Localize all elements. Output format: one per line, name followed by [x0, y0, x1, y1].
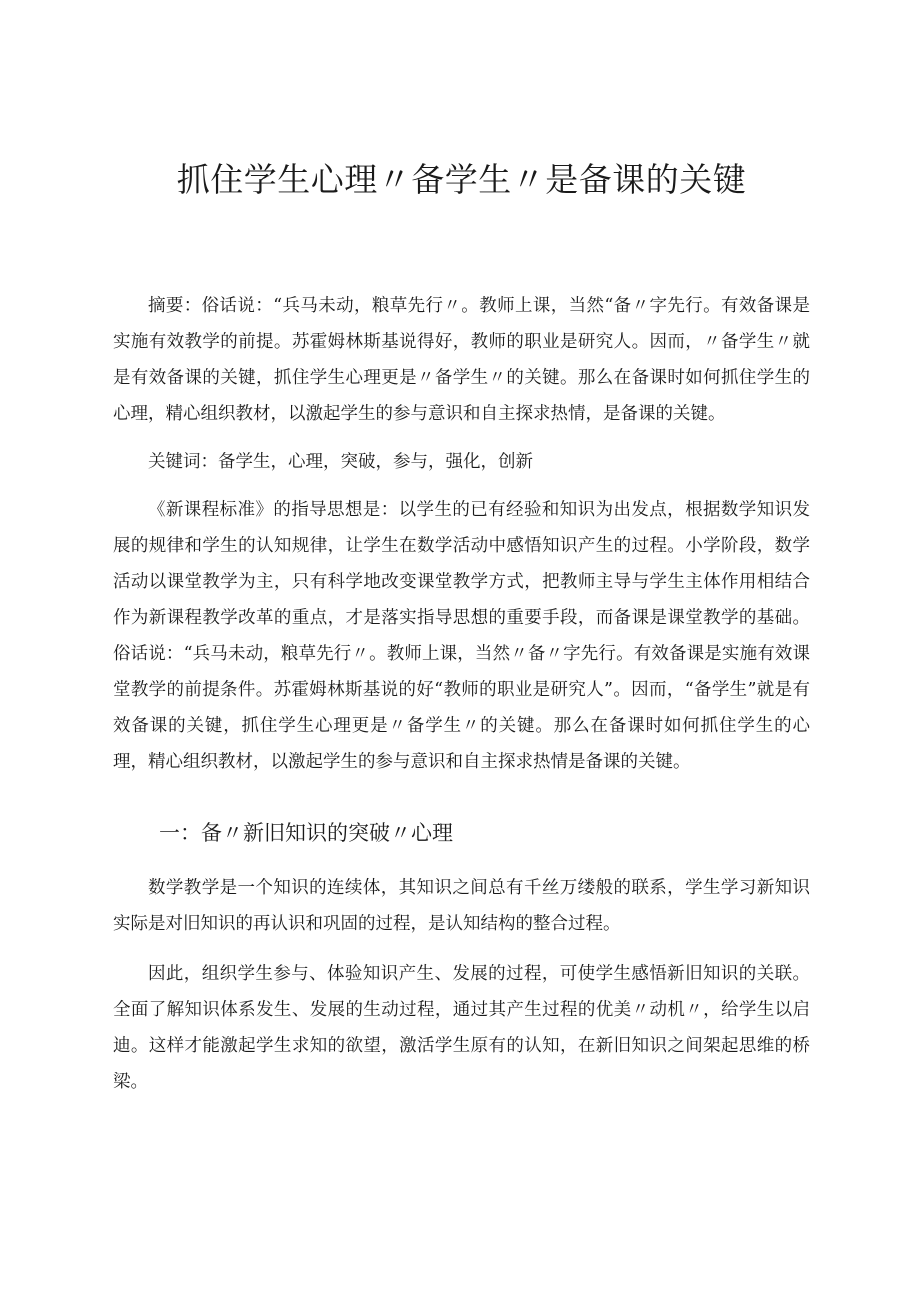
section-paragraph-1: 数学教学是一个知识的连续体，其知识之间总有千丝万缕般的联系，学生学习新知识实际是对旧知识的再认识和巩固的过程，是认知结构的整合过程。	[113, 878, 810, 934]
document-title: 抓住学生心理〃备学生〃是备课的关键	[176, 160, 747, 199]
section-heading: 一：备〃新旧知识的突破〃心理	[159, 821, 453, 845]
section-paragraph-2: 因此，组织学生参与、体验知识产生、发展的过程，可使学生感悟新旧知识的关联。全面了解知识体系发生、发展的生动过程，通过其产生过程的优美〃动机〃，给学生以启迪。这样才能激起学生求知的欲望，激活学生原有的认知，在新旧知识之间架起思维的桥梁。	[113, 964, 810, 1092]
keywords-paragraph: 关键词：备学生，心理，突破，参与，强化，创新	[148, 452, 533, 472]
intro-paragraph: 《新课程标准》的指导思想是：以学生的已有经验和知识为出发点，根据数学知识发展的规律和学生的认知规律，让学生在数学活动中感悟知识产生的过程。小学阶段，数学活动以课堂教学为主，只有科学地改变课堂教学方式，把教师主导与学生主体作用相结合作为新课程教学改革的重点，才是落实指导思想的重要手段，而备课是课堂教学的基础。俗话说：“兵马未动，粮草先行〃。教师上课，当然〃备〃字先行。有效备课是实施有效课堂教学的前提条件。苏霍姆林斯基说的好“教师的职业是研究人”。因而，“备学生”就是有效备课的关键，抓住学生心理更是〃备学生〃的关键。那么在备课时如何抓住学生的心理，精心组织教材，以激起学生的参与意识和自主探求热情是备课的关键。	[113, 500, 810, 772]
abstract-paragraph: 摘要：俗话说：“兵马未动，粮草先行〃。教师上课，当然“备〃字先行。有效备课是实施有效教学的前提。苏霍姆林斯基说得好，教师的职业是研究人。因而，〃备学生〃就是有效备课的关键，抓住学生心理更是〃备学生〃的关键。那么在备课时如何抓住学生的心理，精心组织教材，以激起学生的参与意识和自主探求热情，是备课的关键。	[113, 296, 810, 424]
